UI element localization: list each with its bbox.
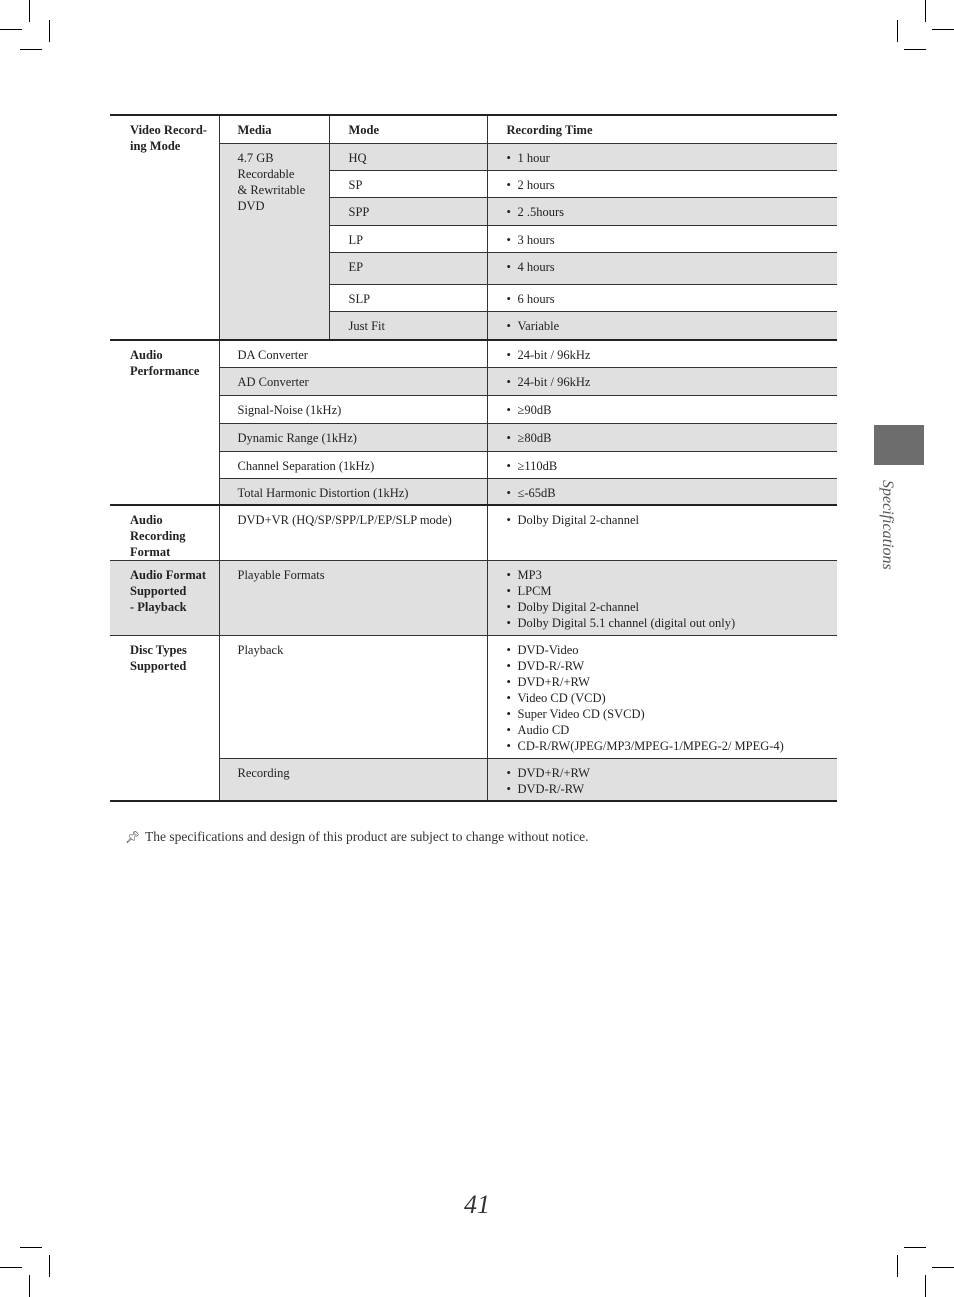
section-label: Disc Types [130,643,187,657]
time-cell: • 2 hours [487,170,837,197]
section-label: Format [130,545,171,559]
crop-mark [49,1255,50,1277]
mode-cell: SLP [329,284,487,311]
footnote [125,829,589,845]
pin-icon: 📌︎ [125,830,141,844]
crop-mark [29,1275,30,1297]
crop-mark [925,1275,926,1297]
mode-cell: SPP [329,197,487,225]
section-label: Performance [130,364,200,378]
crop-mark [20,49,42,50]
header-media: Media [219,115,329,143]
section-audio-recording-format [110,505,219,561]
table-row [110,115,837,143]
spec-label: DA Converter [237,348,308,362]
time-cell: • 1 hour [487,143,837,170]
table-row [110,143,837,170]
table-row [110,478,837,505]
table-row [110,759,837,801]
crop-mark [897,20,898,42]
table-row [110,423,837,451]
spec-value: • Dolby Digital 2-channel [487,505,837,561]
table-row [110,367,837,395]
table-row [110,561,837,636]
crop-mark [897,1255,898,1277]
footnote-text: The specifications and design of this product are subject to change without notice. [145,829,589,844]
spec-label: Dynamic Range (1kHz) [219,423,487,451]
section-disc-types-supported [110,636,219,801]
section-label: Audio [130,513,163,527]
mode-cell: HQ [329,143,487,170]
time-cell: • 4 hours [487,252,837,284]
crop-mark [932,29,954,30]
spec-label: Total Harmonic Distortion (1kHz) [219,478,487,505]
crop-mark [932,1267,954,1268]
table-row [110,505,837,561]
spec-label: Channel Separation (1kHz) [219,451,487,478]
spec-label: AD Converter [219,367,487,395]
section-label: Video Record- [130,123,207,137]
mode-cell: SP [329,170,487,197]
mode-cell: LP [329,225,487,252]
crop-mark [925,0,926,22]
time-cell: • Variable [487,311,837,340]
section-audio-performance [110,340,219,505]
table-row [110,636,837,759]
media-line: Recordable [237,166,295,181]
spec-value: • ≥80dB [487,423,837,451]
crop-mark [0,29,22,30]
spec-value: • 24-bit / 96kHz [487,367,837,395]
crop-mark [29,0,30,22]
spec-value: • MP3 • LPCM • Dolby Digital 2-channel • Dolby Digital 5.1 channel (digital out only) [487,561,837,636]
page-number: 41 [464,1190,490,1219]
table-row [110,395,837,423]
table-row [110,451,837,478]
section-video-recording [110,115,219,340]
mode-cell: Just Fit [329,311,487,340]
spec-value: • ≤-65dB [487,478,837,505]
crop-mark [904,1247,926,1248]
side-tab-marker [874,425,924,465]
spec-label: Recording [219,759,487,801]
section-label: Supported [130,584,187,598]
section-label: Audio [130,348,163,362]
crop-mark [904,49,926,50]
spec-value: • ≥90dB [487,395,837,423]
time-cell: • 3 hours [487,225,837,252]
spec-value: • ≥110dB [487,451,837,478]
specifications-table [110,114,837,802]
section-label: - Playback [130,600,187,614]
media-cell [219,143,329,340]
crop-mark [20,1247,42,1248]
section-label: Recording [130,529,186,543]
time-cell: • 6 hours [487,284,837,311]
side-section-label: Specifications [879,480,896,570]
mode-cell: EP [329,252,487,284]
section-label: Supported [130,659,187,673]
spec-value: • DVD+R/+RW • DVD-R/-RW [487,759,837,801]
time-cell: • 2 .5hours [487,197,837,225]
media-line: DVD [237,198,265,213]
crop-mark [0,1267,22,1268]
section-label: ing Mode [130,139,181,153]
crop-mark [49,20,50,42]
section-audio-format-supported [110,561,219,636]
header-mode: Mode [329,115,487,143]
media-line: 4.7 GB [237,150,274,165]
spec-value: • DVD-Video • DVD-R/-RW • DVD+R/+RW • Video CD (VCD) • Super Video CD (SVCD) • Audio CD • CD-R/RW(JPEG/MP3/MPEG-1/MPEG-2/ MPEG-4) [487,636,837,759]
spec-label: Playback [237,643,284,657]
media-line: & Rewritable [237,182,306,197]
header-recording-time: Recording Time [487,115,837,143]
section-label: Audio Format [130,568,207,582]
spec-label: Playable Formats [219,561,487,636]
spec-label: Signal-Noise (1kHz) [219,395,487,423]
table-row [110,340,837,367]
spec-value: • 24-bit / 96kHz [487,340,837,367]
spec-label: DVD+VR (HQ/SP/SPP/LP/EP/SLP mode) [219,505,487,561]
